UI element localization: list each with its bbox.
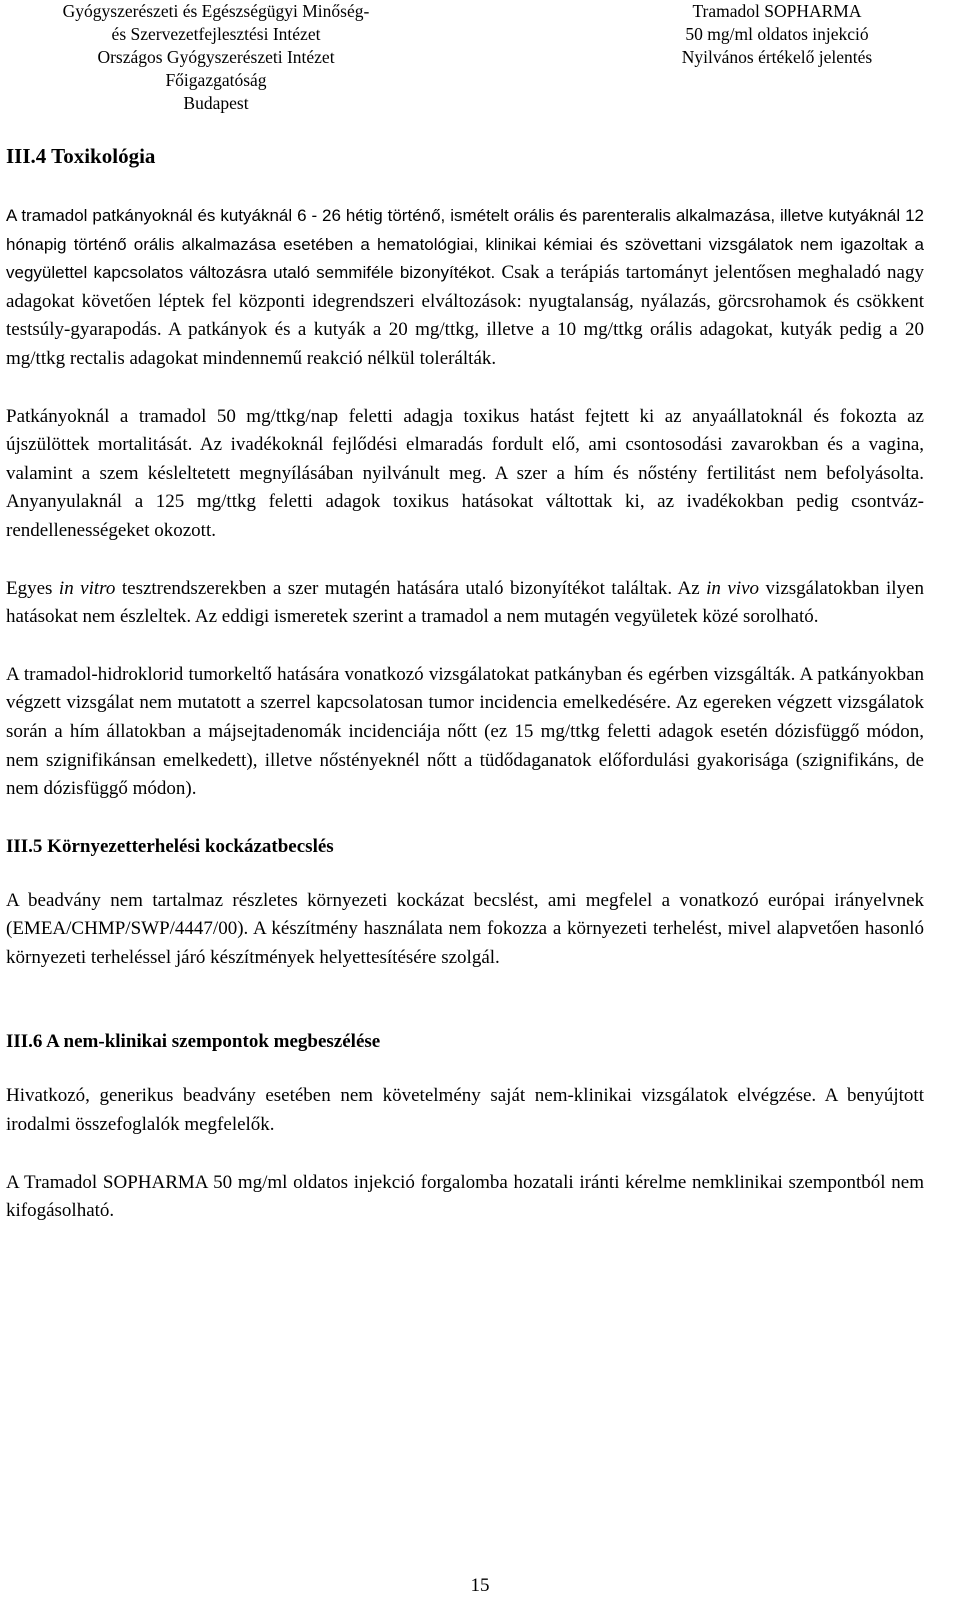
header-right-line: Tramadol SOPHARMA [692, 1, 862, 21]
header-left-line: Országos Gyógyszerészeti Intézet [97, 47, 335, 67]
paragraph-part: Csak a terápiás tartományt jelentősen meghaladó nagy adagokat követően léptek fel központi idegrendszeri elváltozások: nyugtalanság, nyálazás, görcsrohamok és csökkent testsúly-gyarapodás. A patkányok és a kutyák a 20 mg/ttkg, illetve a 10 mg/ttkg orális adagokat, kutyák pedig a 20 mg/ttkg rectalis adagokat mindennemű reakció nélkül tolerálták. [6, 262, 924, 369]
header-right-line: 50 mg/ml oldatos injekció [685, 24, 869, 44]
section-heading-toxicology: III.4 Toxikológia [6, 144, 156, 168]
page-number: 15 [470, 1575, 490, 1596]
paragraph-part: vizsgálatokban ilyen hatásokat nem észleltek. Az eddigi ismeretek szerint a tramadol a nem mutagén vegyületek közé sorolható. [6, 577, 924, 628]
italic-term: in vivo [706, 577, 760, 599]
header-product [632, 0, 922, 69]
header-left-line: és Szervezetfejlesztési Intézet [111, 24, 321, 44]
header-left-line: Főigazgatóság [165, 70, 267, 90]
paragraph: A beadvány nem tartalmaz részletes környezeti kockázat becslést, ami megfelel a vonatkozó európai irányelvnek (EMEA/CHMP/SWP/4447/00). A készítmény használata nem fokozza a környezeti terhelést, mivel alapvetően hasonló környezeti terheléssel járó készítmények helyettesítésére szolgál. [6, 889, 924, 968]
paragraph [6, 202, 924, 374]
section-heading-nonclinical: III.6 A nem-klinikai szempontok megbeszélése [6, 1031, 381, 1053]
italic-term: in vitro [58, 577, 116, 599]
paragraph: A Tramadol SOPHARMA 50 mg/ml oldatos injekció forgalomba hozatali iránti kérelme nemklinikai szempontból nem kifogásolható. [6, 1171, 924, 1222]
paragraph-sans-part: A tramadol patkányoknál és kutyáknál 6 - 26 hétig történő, ismételt orális és parenteralis alkalmazása, illetve kutyáknál 12 hónapig történő orális alkalmazása esetében a hematológiai, klinikai kémiai és szövettani vizsgálatok nem igazoltak a vegyülettel kapcsolatos változásra utaló semmiféle bizonyítékot. [6, 206, 924, 283]
header-right-line: Nyilvános értékelő jelentés [681, 47, 873, 67]
paragraph: Patkányoknál a tramadol 50 mg/ttkg/nap feletti adagja toxikus hatást fejtett ki az anyaállatoknál és fokozta az újszülöttek mortalitását. Az ivadékoknál fejlődési elmaradás fordult elő, ami csontosodási zavarokban és a vagina, valamint a szem késleltetett megnyílásában nyilvánult meg. A szer a hím és nőstény fertilitást nem befolyásolta. Anyanyulaknál a 125 mg/ttkg feletti adagok toxikus hatásokat váltottak ki, az ivadékokban pedig csontváz-rendellenességeket okozott. [6, 405, 924, 541]
paragraph [6, 575, 924, 632]
paragraph-part: tesztrendszerekben a szer mutagén hatására utaló bizonyítékot találtak. Az [115, 577, 707, 599]
header-left-line: Gyógyszerészeti és Egészségügyi Minőség- [62, 1, 370, 21]
paragraph: Hivatkozó, generikus beadvány esetében nem követelmény saját nem-klinikai vizsgálatok elvégzése. A benyújtott irodalmi összefoglalók megfelelők. [6, 1085, 924, 1136]
document-body [6, 142, 924, 1226]
header-left-line: Budapest [183, 93, 249, 113]
section-heading-environment: III.5 Környezetterhelési kockázatbecslés [6, 835, 334, 857]
paragraph: A tramadol-hidroklorid tumorkeltő hatására vonatkozó vizsgálatokat patkányban és egérben vizsgálták. A patkányokban végzett vizsgálat nem mutatott a szerrel kapcsolatosan tumor incidencia emelkedésére. Az egereken végzett vizsgálatok során a hím állatokban a májsejtadenomák incidenciája nőtt (ez 15 mg/ttkg feletti adagok esetén dózisfüggő módon, nem szignifikánsan emelkedett), illetve nőstényeknél nőtt a tüdődaganatok előfordulási gyakorisága (szignifikáns, de nem dózisfüggő módon). [6, 663, 924, 800]
paragraph-part: Egyes [6, 577, 59, 599]
header-institution [6, 0, 426, 115]
